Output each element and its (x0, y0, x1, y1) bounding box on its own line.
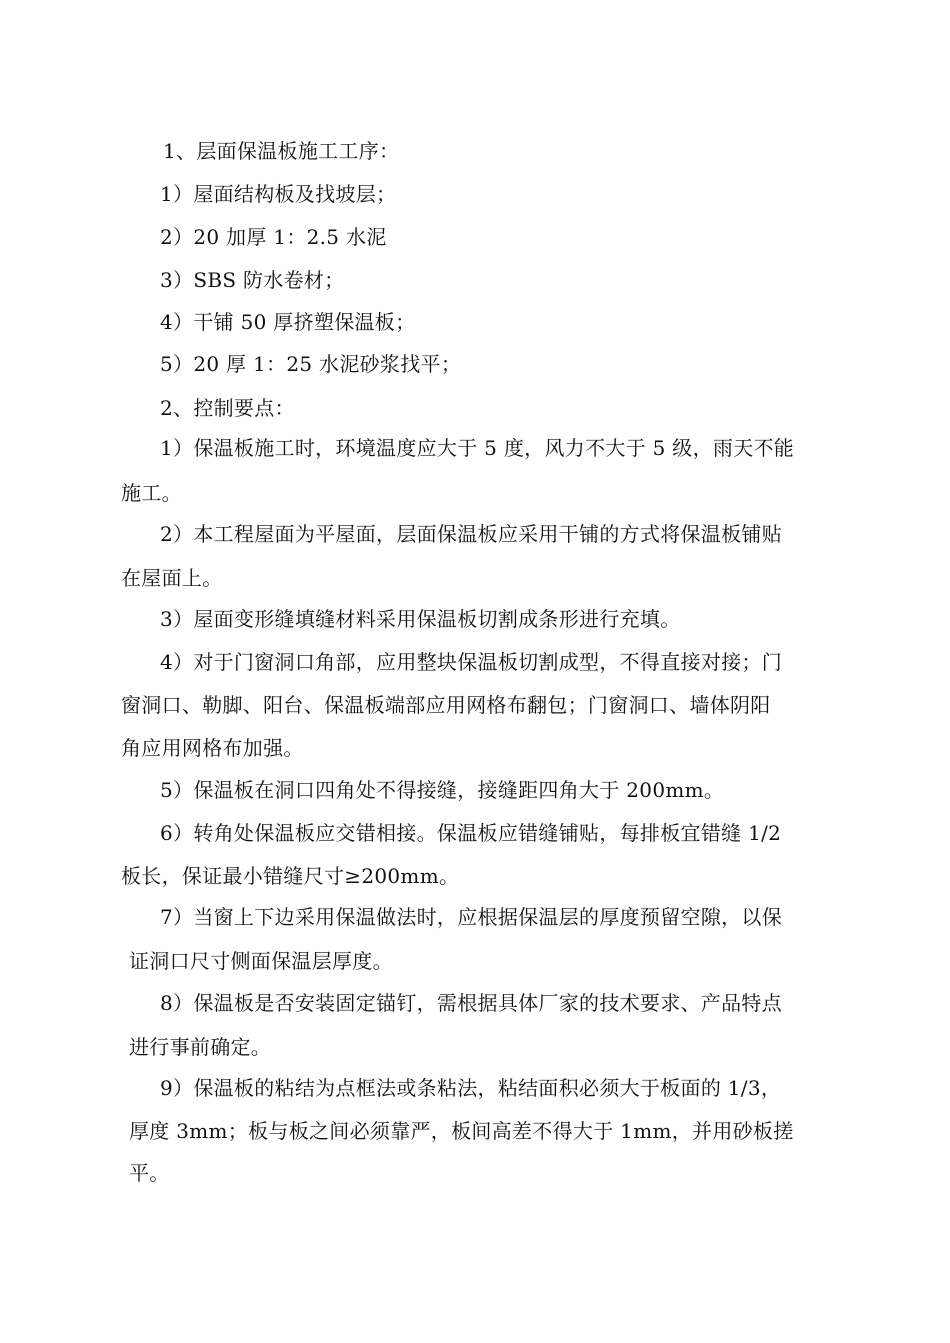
point-6-line-2: 板长，保证最小错缝尺寸≥200mm。 (121, 864, 460, 888)
point-8-line-2: 进行事前确定。 (129, 1035, 272, 1059)
point-3-line-1: 3）屋面变形缝填缝材料采用保温板切割成条形进行充填。 (160, 607, 681, 631)
point-2-line-2: 在屋面上。 (121, 566, 223, 590)
point-4-line-3: 角应用网格布加强。 (121, 736, 304, 760)
point-5-line-1: 5）保温板在洞口四角处不得接缝，接缝距四角大于 200mm。 (160, 778, 725, 802)
point-9-line-2: 厚度 3mm；板与板之间必须靠严，板间高差不得大于 1mm，并用砂板搓 (129, 1119, 794, 1143)
point-7-line-1: 7）当窗上下边采用保温做法时，应根据保温层的厚度预留空隙，以保 (160, 905, 783, 929)
point-2-line-1: 2）本工程屋面为平屋面，层面保温板应采用干铺的方式将保温板铺贴 (160, 522, 783, 546)
step-3: 3）SBS 防水卷材； (160, 268, 345, 292)
point-8-line-1: 8）保温板是否安装固定锚钉，需根据具体厂家的技术要求、产品特点 (160, 991, 783, 1015)
point-4-line-1: 4）对于门窗洞口角部，应用整块保温板切割成型，不得直接对接；门 (160, 650, 783, 674)
point-4-line-2: 窗洞口、勒脚、阳台、保温板端部应用网格布翻包；门窗洞口、墙体阴阳 (121, 693, 771, 717)
point-1-line-1: 1）保温板施工时，环境温度应大于 5 度，风力不大于 5 级，雨天不能 (160, 436, 795, 460)
point-7-line-2: 证洞口尺寸侧面保温层厚度。 (129, 949, 393, 973)
step-1: 1）屋面结构板及找坡层； (160, 182, 397, 206)
point-9-line-3: 平。 (129, 1161, 170, 1185)
step-5: 5）20 厚 1：25 水泥砂浆找平； (160, 352, 462, 376)
point-9-line-1: 9）保温板的粘结为点框法或条粘法，粘结面积必须大于板面的 1/3， (160, 1076, 782, 1100)
section1-heading: 1、层面保温板施工工序： (163, 139, 400, 163)
step-4: 4）干铺 50 厚挤塑保温板； (160, 310, 416, 334)
point-1-line-2: 施工。 (121, 481, 182, 505)
point-6-line-1: 6）转角处保温板应交错相接。保温板应错缝铺贴，每排板宜错缝 1/2 (160, 821, 782, 845)
section2-heading: 2、控制要点： (160, 396, 295, 420)
step-2: 2）20 加厚 1：2.5 水泥 (160, 225, 387, 249)
